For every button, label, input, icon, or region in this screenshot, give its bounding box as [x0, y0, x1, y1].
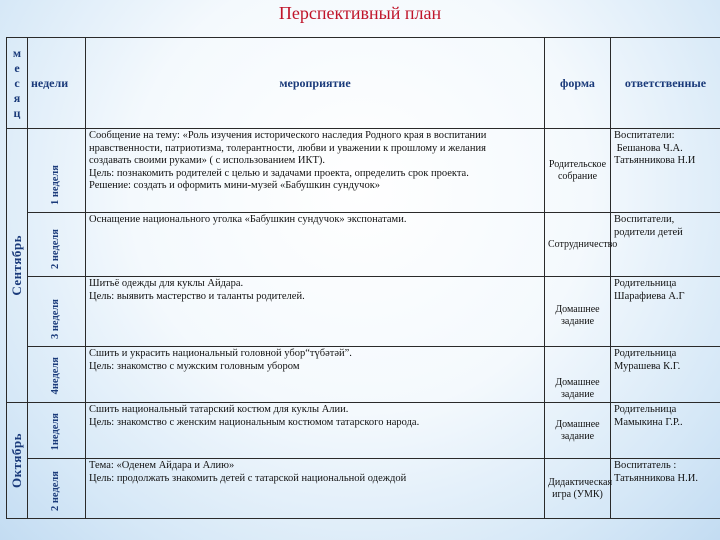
week-cell: 3 неделя — [28, 277, 86, 347]
responsible-cell: Родительница Мурашева К.Г. — [611, 347, 720, 403]
week-cell: 1 неделя — [28, 129, 86, 213]
event-cell: Сообщение на тему: «Роль изучения исторического наследия Родного края в воспитании нравственности, патриотизма, толерантности, любви и уважении к прошлому и желания создавать своими руками» ( с использованием ИКТ). Цель: познакомить родителей с целью и задачами проекта, определить срок проекта. Решение: создать и оформить мини-музей «Бабушкин сундучок» — [86, 129, 545, 213]
plan-table — [6, 37, 720, 519]
responsible-cell: Родительница Шарафиева А.Г — [611, 277, 720, 347]
month-september: Сентябрь — [7, 129, 28, 403]
table-row — [7, 403, 720, 459]
form-cell: Домашнее задание — [545, 277, 611, 347]
table-row — [7, 129, 720, 213]
header-event: мероприятие — [86, 38, 545, 129]
month-october: Октябрь — [7, 403, 28, 519]
week-cell: 2 неделя — [28, 213, 86, 277]
event-cell: Сшить и украсить национальный головной убор“түбәтәй”. Цель: знакомство с мужским головным убором — [86, 347, 545, 403]
week-cell: 4неделя — [28, 347, 86, 403]
header-form: форма — [545, 38, 611, 129]
table-row — [7, 213, 720, 277]
form-cell: Домашнее задание — [545, 347, 611, 403]
event-cell: Шитьё одежды для куклы Айдара. Цель: выявить мастерство и таланты родителей. — [86, 277, 545, 347]
event-cell: Тема: «Оденем Айдара и Алию» Цель: продолжать знакомить детей с татарской национальной одеждой — [86, 459, 545, 519]
table-row — [7, 347, 720, 403]
table-row — [7, 459, 720, 519]
header-responsible: ответственные — [611, 38, 720, 129]
header-weeks: недели — [28, 38, 86, 129]
responsible-cell: Воспитатели: Бешанова Ч.А. Татьянникова Н.И — [611, 129, 720, 213]
form-cell: Сотрудничество — [545, 213, 611, 277]
form-cell: Дидактическая игра (УМК) — [545, 459, 611, 519]
page-title: Перспективный план — [278, 3, 442, 23]
week-cell: 2 неделя — [28, 459, 86, 519]
event-cell: Оснащение национального уголка «Бабушкин сундучок» экспонатами. — [86, 213, 545, 277]
responsible-cell: Воспитатели, родители детей — [611, 213, 720, 277]
form-cell: Домашнее задание — [545, 403, 611, 459]
responsible-cell: Воспитатель : Татьянникова Н.И. — [611, 459, 720, 519]
responsible-cell: Родительница Мамыкина Г.Р.. — [611, 403, 720, 459]
week-cell: 1неделя — [28, 403, 86, 459]
event-cell: Сшить национальный татарский костюм для куклы Алии. Цель: знакомство с женским национальным костюмом татарского народа. — [86, 403, 545, 459]
header-month: м е с я ц — [7, 38, 28, 129]
table-row — [7, 277, 720, 347]
header-row — [7, 38, 720, 129]
form-cell: Родительское собрание — [545, 129, 611, 213]
